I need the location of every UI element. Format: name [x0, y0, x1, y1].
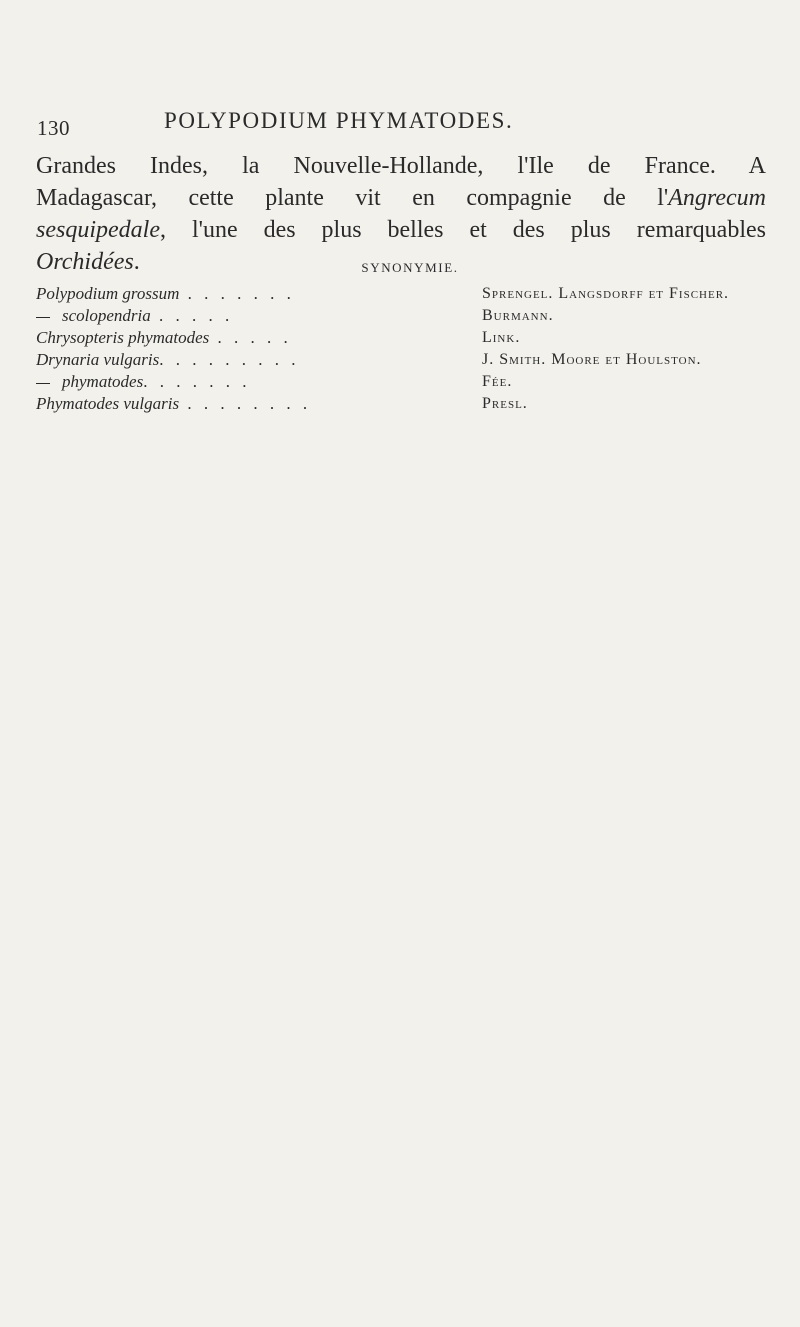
ditto-dash [36, 317, 50, 318]
leader-dots: . . . . . . . [179, 284, 295, 303]
body-line-4-text: . [133, 249, 140, 275]
body-paragraph [36, 150, 766, 278]
leader-dots: . . . . . . . [143, 372, 251, 391]
leader-dots: . . . . . [150, 306, 234, 325]
synonym-row [36, 371, 776, 393]
synonym-row [36, 327, 776, 349]
synonym-name: Polypodium grossum [36, 284, 180, 303]
body-line-3-text: , l'une des plus belles et des plus remarquables [159, 217, 766, 243]
genus-angrecum: Angrecum [668, 185, 766, 211]
synonym-row [36, 393, 776, 415]
synonym-name: Drynaria vulgaris [36, 350, 160, 369]
family-orchidees: Orchidées [36, 249, 134, 275]
synonym-row [36, 349, 776, 371]
leader-dots: . . . . . [209, 328, 292, 347]
synonym-name: scolopendria [62, 306, 151, 325]
running-title: POLYPODIUM PHYMATODES. [164, 108, 514, 133]
synonym-row [36, 305, 776, 327]
synonym-author: Presl. [482, 395, 528, 412]
synonym-author: Fée. [482, 373, 513, 390]
synonym-author: Sprengel. Langsdorff et Fischer. [482, 285, 730, 302]
synonym-name: Phymatodes vulgaris [36, 394, 180, 413]
leader-dots: . . . . . . . . [179, 394, 312, 413]
body-line-1: Grandes Indes, la Nouvelle-Hollande, l'Ile de France. A [36, 153, 766, 179]
body-line-2-text: Madagascar, cette plante vit en compagnie de l' [36, 185, 669, 211]
synonymy-table [36, 283, 776, 415]
synonym-name: phymatodes [62, 372, 144, 391]
species-sesquipedale: sesquipedale [36, 217, 160, 243]
synonymy-heading: SYNONYMIE. [361, 260, 459, 275]
leader-dots: . . . . . . . . . [159, 350, 300, 369]
body-line-2 [36, 182, 766, 214]
synonym-row [36, 283, 776, 305]
body-line-3 [36, 214, 766, 246]
page-number: 130 [37, 116, 70, 140]
synonym-name: Chrysopteris phymatodes [36, 328, 210, 347]
synonym-author: J. Smith. Moore et Houlston. [482, 351, 702, 368]
synonym-author: Burmann. [482, 307, 554, 324]
ditto-dash [36, 383, 50, 384]
synonym-author: Link. [482, 329, 521, 346]
